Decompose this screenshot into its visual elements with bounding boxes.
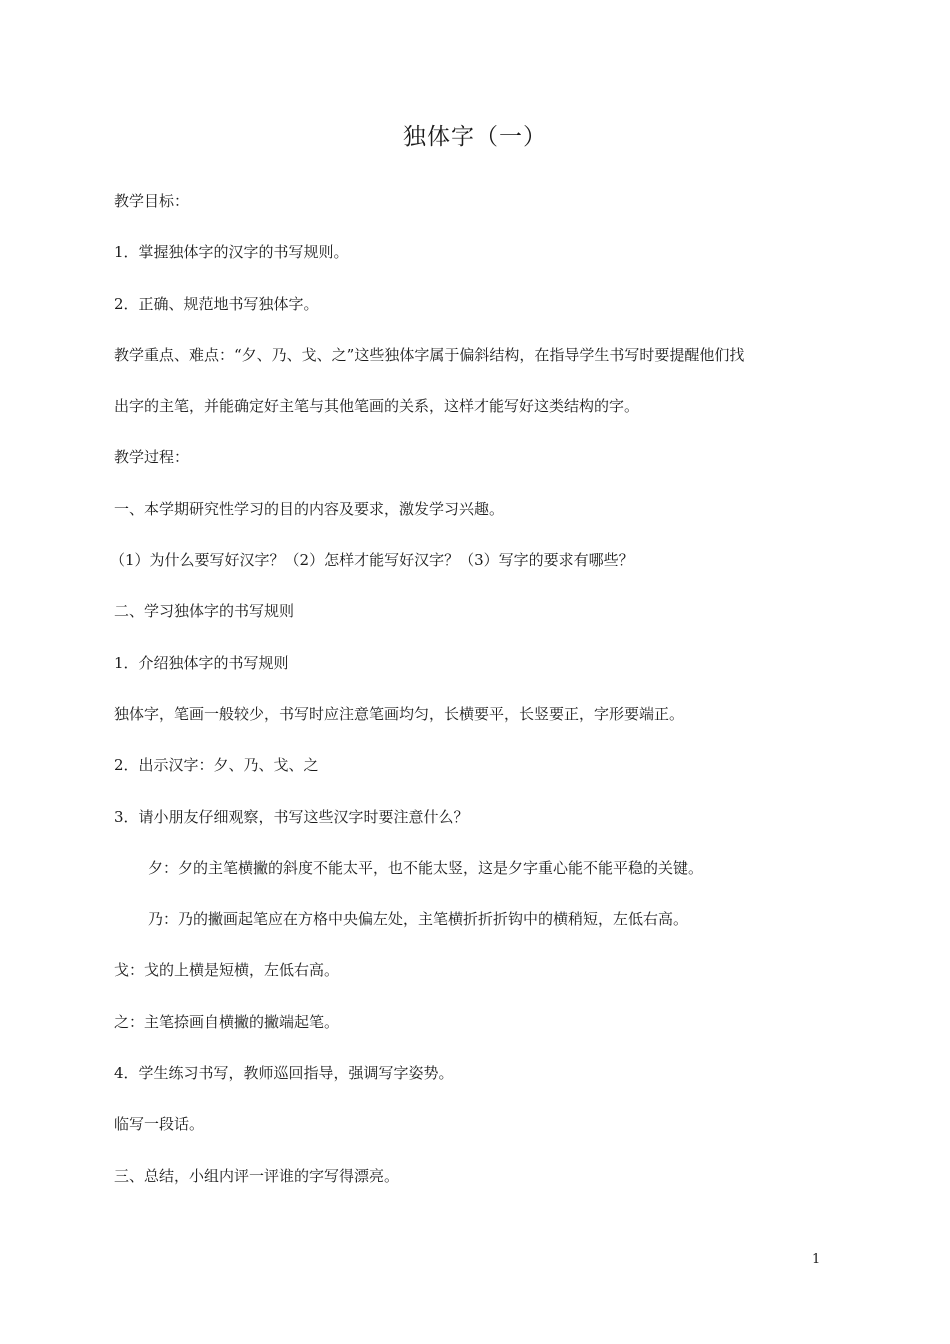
copy-paragraph: 临写一段话。 <box>114 1115 205 1134</box>
observe-question: 3．请小朋友仔细观察，书写这些汉字时要注意什么？ <box>114 807 469 826</box>
document-title: 独体字（一） <box>403 124 547 150</box>
process-step-1: 一、本学期研究性学习的目的内容及要求，激发学习兴趣。 <box>114 499 505 518</box>
key-points-line-1: 教学重点、难点：“夕、乃、戈、之”这些独体字属于偏斜结构，在指导学生书写时要提醒他们找 <box>114 345 745 364</box>
rules-description: 独体字，笔画一般较少，书写时应注意笔画均匀，长横要平，长竖要正，字形要端正。 <box>114 704 685 723</box>
process-questions: （1）为什么要写好汉字？（2）怎样才能写好汉字？（3）写字的要求有哪些？ <box>110 551 634 570</box>
character-note-zhi: 之：主笔捺画自横撇的撇端起笔。 <box>114 1012 340 1031</box>
document-body <box>110 186 844 1212</box>
section-heading-process: 教学过程： <box>114 448 190 467</box>
section-heading-objectives: 教学目标： <box>114 192 190 210</box>
objective-item-2: 2．正确、规范地书写独体字。 <box>114 294 319 313</box>
character-note-xi: 夕：夕的主笔横撇的斜度不能太平，也不能太竖，这是夕字重心能不能平稳的关键。 <box>148 858 704 877</box>
key-points-line-2: 出字的主笔，并能确定好主笔与其他笔画的关系，这样才能写好这类结构的字。 <box>114 397 640 416</box>
character-note-ge: 戈：戈的上横是短横，左低右高。 <box>114 961 340 980</box>
process-step-2: 二、学习独体字的书写规则 <box>114 602 295 621</box>
practice-step: 4．学生练习书写，教师巡回指导，强调写字姿势。 <box>114 1064 454 1083</box>
rules-intro: 1．介绍独体字的书写规则 <box>114 653 289 672</box>
show-characters: 2．出示汉字：夕、乃、戈、之 <box>114 756 319 775</box>
process-step-3: 三、总结，小组内评一评谁的字写得漂亮。 <box>114 1166 400 1185</box>
page-number: 1 <box>812 1252 821 1267</box>
character-note-nai: 乃：乃的撇画起笔应在方格中央偏左处，主笔横折折折钩中的横稍短，左低右高。 <box>148 910 689 929</box>
objective-item-1: 1．掌握独体字的汉字的书写规则。 <box>114 243 349 262</box>
